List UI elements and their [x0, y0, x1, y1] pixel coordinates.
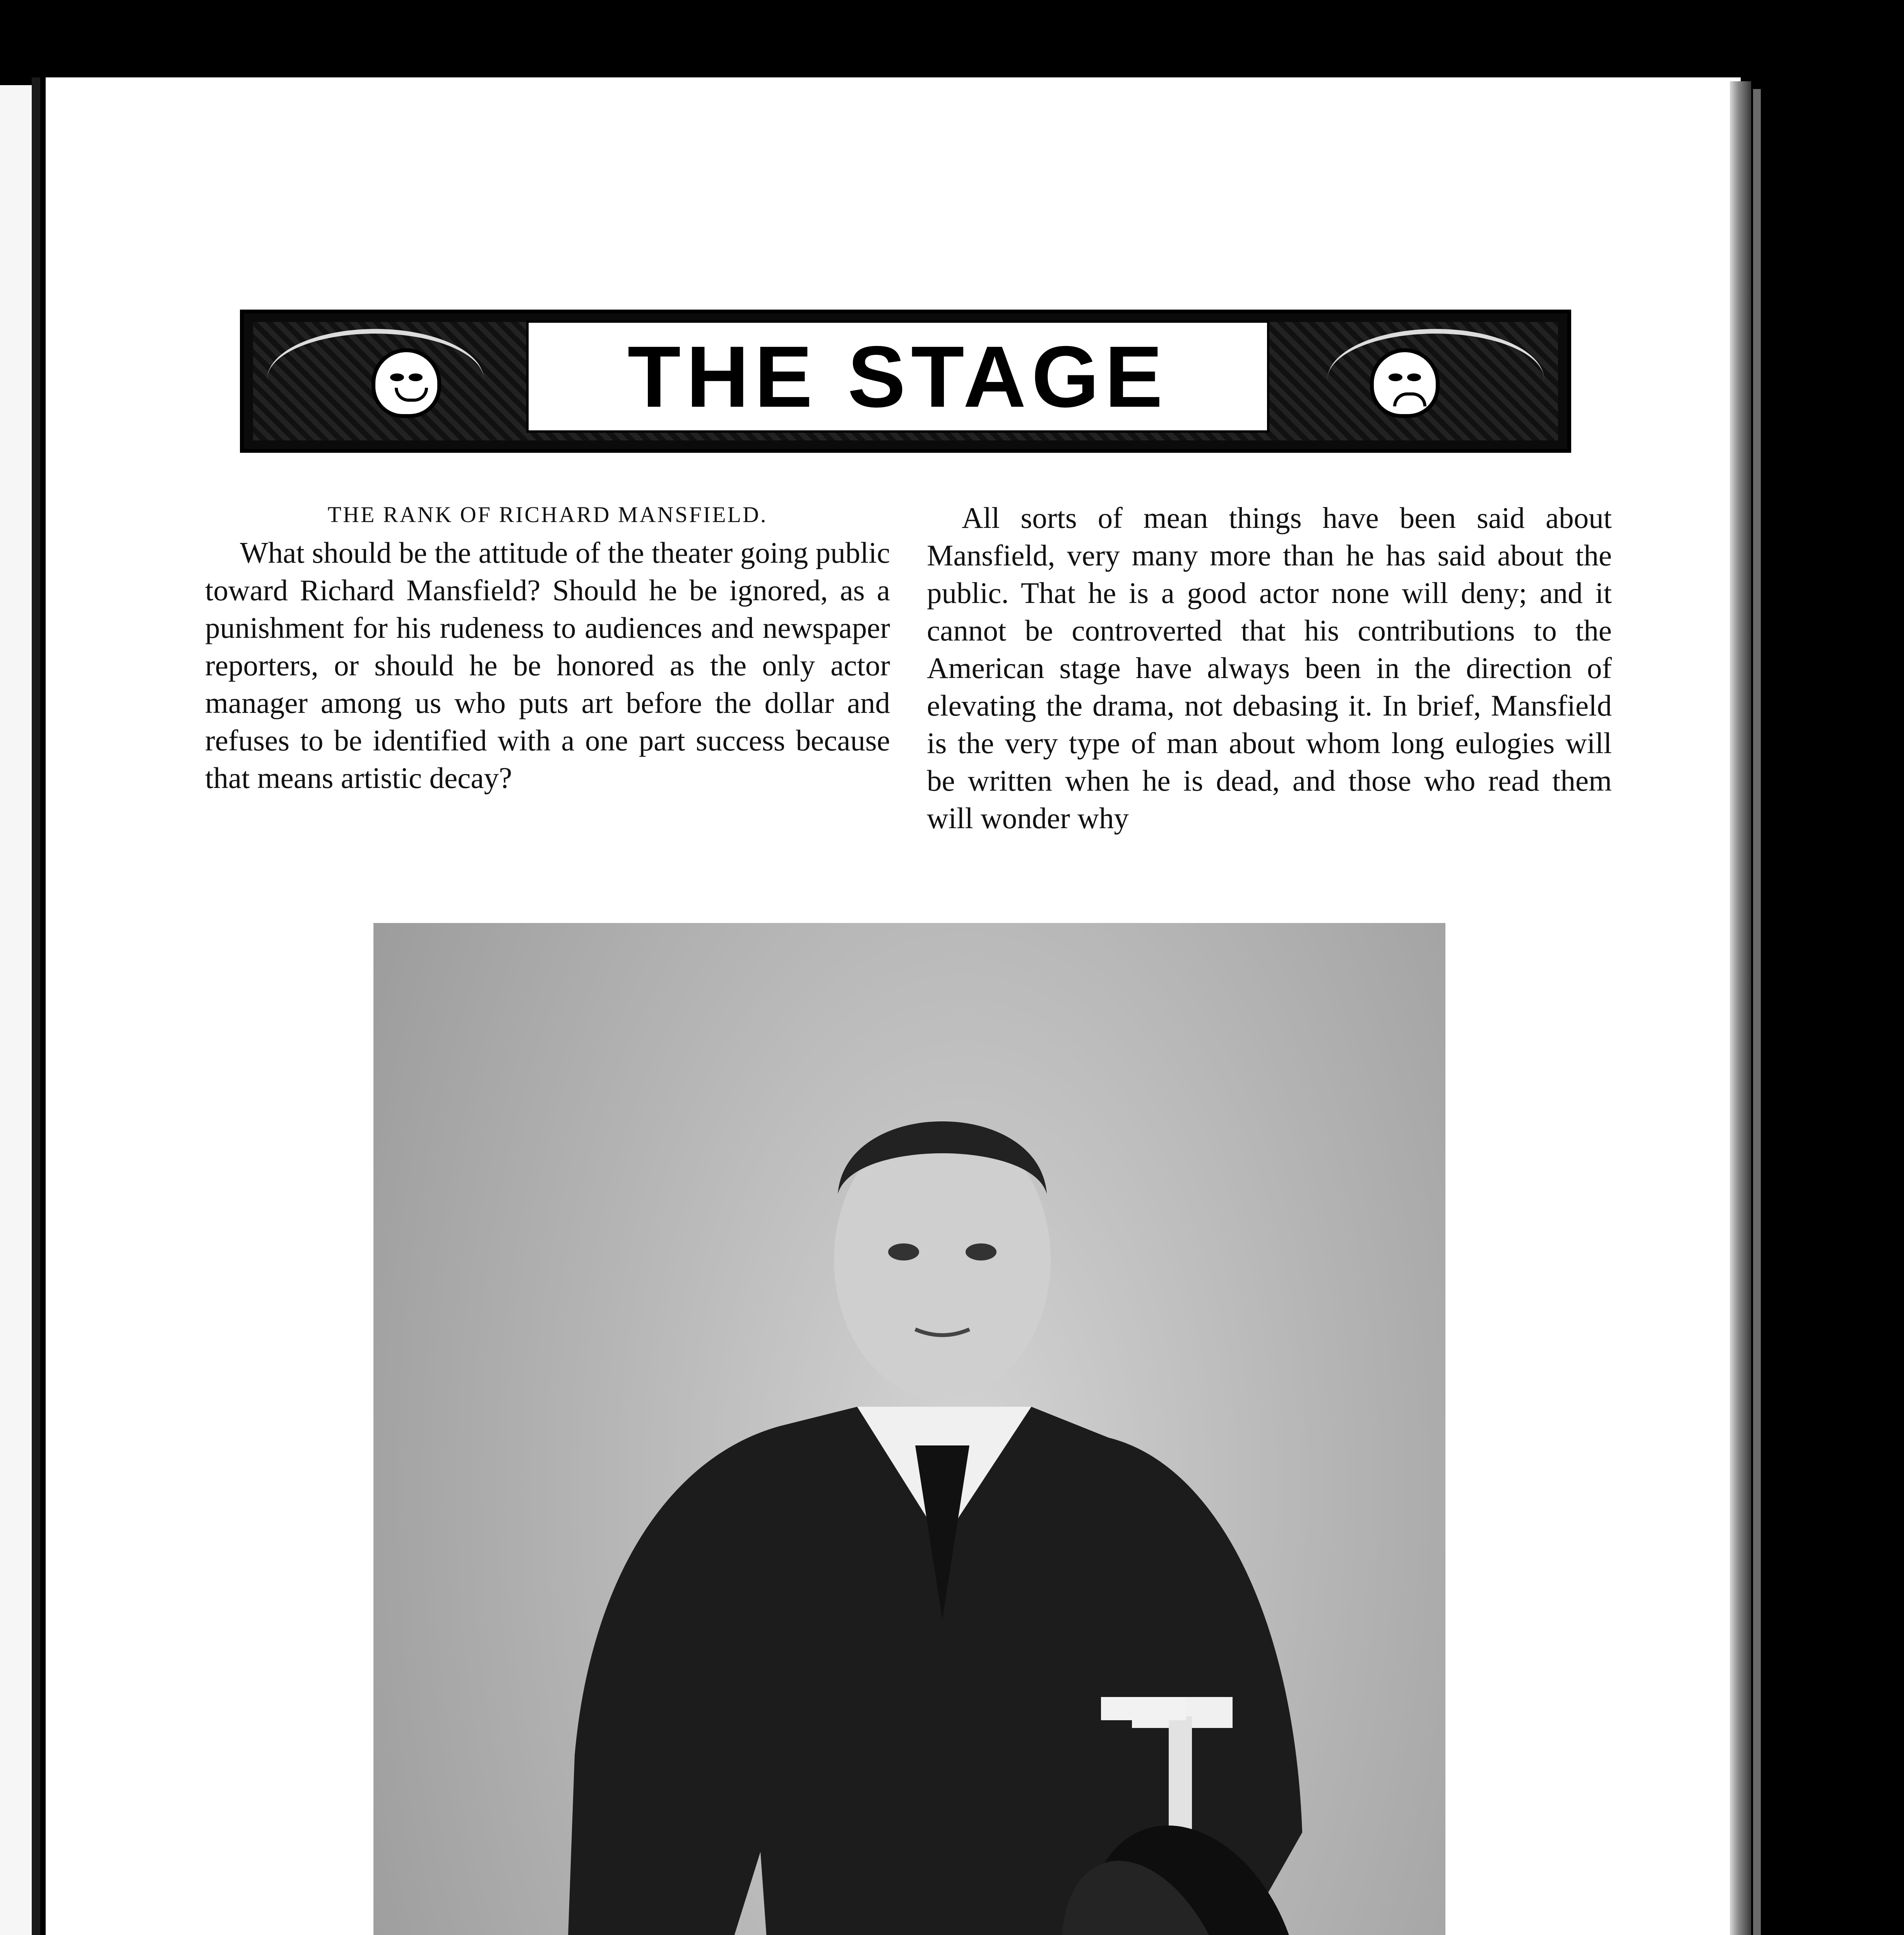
- tragedy-mask-icon: [1370, 348, 1440, 418]
- portrait-photograph: [373, 923, 1445, 1935]
- article-column-left: [205, 499, 890, 797]
- article-paragraph-right: All sorts of mean things have been said about Mansfield, very many more than he has said about the public. That he is a good actor none will deny; and it cannot be controverted that his contributions to the American stage have always been in the direction of elevating the drama, not debasing it. In brief, Mansfield is the very type of man about whom long eulogies will be written when he is dead, and those who read them will wonder why: [927, 501, 1612, 835]
- book-gutter: [32, 77, 40, 1935]
- page-edge-stack: [1753, 89, 1761, 1935]
- article-headline: THE RANK OF RICHARD MANSFIELD.: [327, 502, 768, 527]
- section-title: THE STAGE: [627, 327, 1168, 425]
- comedy-mask-icon: [372, 348, 441, 418]
- article-paragraph-left: What should be the attitude of the theater going public toward Richard Mansfield? Should he be ignored, as a punishment for his rudeness to audiences and newspaper reporters, or should he be honored as the only actor manager among us who puts art before the dollar and refuses to be identified with a one part success because that means artistic decay?: [205, 536, 890, 795]
- portrait-illustration: [373, 923, 1445, 1935]
- article-column-right: [927, 499, 1612, 837]
- masthead-label: [526, 320, 1269, 433]
- stage-masthead-banner: [240, 310, 1571, 453]
- page-edge-shadow: [1730, 81, 1751, 1935]
